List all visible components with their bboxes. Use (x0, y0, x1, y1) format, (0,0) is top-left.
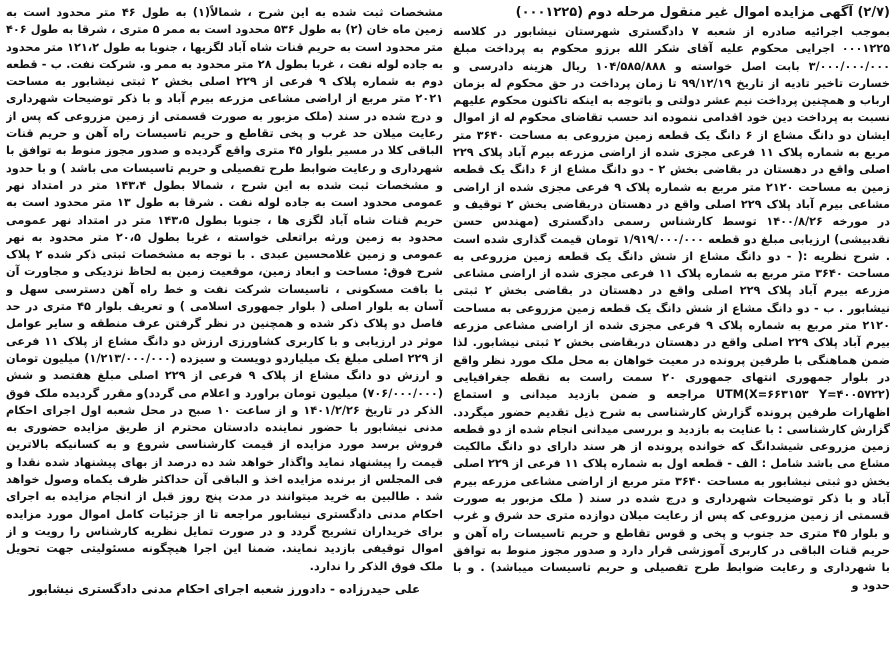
left-column (6, 4, 443, 646)
right-column-text: بموجب اجرائیه صادره از شعبه ۷ دادگستری شهرستان نیشابور در کلاسه ۰۰۰۱۲۲۵ اجرایی محکوم علیه آقای شکر الله برزو محکوم به پرداخت مبلغ ۳/۰۰۰/۰۰۰/۰۰۰ بابت اصل خواسته و ۱۰۴/۵۸۵/۸۸۸ ریال هزینه دادرسی و خسارت تاخیر تادیه از تاریخ ۹۹/۱۲/۱۹ تا زمان پرداخت در حق محکوم له بزمان ارباب و همچنین پرداخت نیم عشر دولتی و باتوجه به اینکه تاکنون محکوم علیهم نسبت به پرداخت دین خود اقدامی ننموده اند حسب تقاضای محکوم له از اموال ایشان دو دانگ مشاع از ۶ دانگ یک قطعه زمین مزروعی به مساحت ۳۶۴۰ متر مربع به شماره پلاک ۱۱ فرعی مجزی شده از اراضی مزرعه بیرم آباد پلاک ۲۲۹ اصلی واقع در دهستان در بقاضی بخش ۲ - دو دانگ مشاع از ۶ دانگ یک قطعه زمین به مساحت ۲۱۲۰ متر مربع به شماره پلاک ۹ فرعی مجزی شده از اراضی مشاعی بیرم آباد پلاک ۲۲۹ اصلی واقع در دهستان دربقاضی بخش ۲ توقیف و در مورخه ۱۴۰۰/۸/۲۶ توسط کارشناس رسمی دادگستری (مهندس حسن نقدبیشی) ارزیابی مبلغ دو قطعه ۱/۹۱۹/۰۰۰/۰۰۰ تومان قیمت گذاری شده است . شرح نظریه :( - دو دانگ مشاع از شش دانگ یک قطعه زمین مزروعی به مساحت ۳۶۴۰ متر مربع به شماره پلاک ۱۱ فرعی مجزی شده از اراضی مشاعی مزرعه بیرم آباد پلاک ۲۲۹ اصلی واقع در دهستان در بقاضی بخش ۲ ثبتی نیشابور . ب - دو دانگ مشاع از شش دانگ یک قطعه زمین مزروعی به مساحت ۲۱۲۰ متر مربع به شماره پلاک ۹ فرعی مجزی شده از اراضی مشاعی مزرعه بیرم آباد پلاک ۲۲۹ اصلی واقع در دهستان دربقاضی بخش ۲ ثبتی نیشابور. لذا ضمن هماهنگی با طرفین پرونده در معیت خواهان به محل ملک مورد نظر واقع در بلوار جمهوری انتهای جمهوری ۲۰ سمت راست به نقطه جغرافیایی UTM(X=۶۶۳۱۵۳ Y=۴۰۰۵۷۲۲) مراجعه و ضمن بازدید میدانی و استماع اظهارات طرفین پرونده گزارش کارشناسی به شرح ذیل تقدیم حضور میگردد. گزارش کارشناسی : با عنایت به بازدید و بررسی میدانی انجام شده از دو قطعه زمین مزروعی شیشدانگ که خوانده پرونده از هر سند دارای دو دانگ مالکیت مشاع می باشد شامل : الف - قطعه اول به شماره پلاک ۱۱ فرعی از ۲۲۹ اصلی بخش دو ثبتی نیشابور به مساحت ۳۶۴۰ متر مربع از اراضی مشاعی مزرعه بیرم آباد و با ذکر توضیحات شهرداری و درج شده در سند ( ملک مزبور به صورت قسمتی از زمین مزروعی که پس از رعایت میلان دوازده متری حد شرق و غرب و بلوار ۴۵ متری حد جنوب و پخی و قوس تقاطع و حریم تاسیسات راه آهن و حریم قنات الباقی در کاربری آموزشی قرار دارد و صدور مجوز منوط به توافق با شهرداری و رعایت ضوابط طرح تفصیلی و حریم تاسیسات میباشد) . و با حدود و (453, 25, 890, 592)
signature-line: علی حیدرزاده - دادورز شعبه اجرای احکام مدنی دادگستری نیشابور (28, 581, 421, 596)
right-column (453, 4, 890, 646)
left-column-text: مشخصات ثبت شده به این شرح ، شمالاً(۱) به طول ۴۶ متر محدود است به زمین ماه خان (۲) به طول ۵۳۶ محدود است به ممر ۵ متری ، شرقا به طول ۴۰۶ متر محدود است به حریم قنات شاه آباد لگزیها ، جنوبا به طول ۱۲۱،۲ متر محدود به جاده لوله نفت ، غربا بطول ۲۸ متر محدود به ممر و. شرکت نفت. ب - قطعه دوم به شماره پلاک ۹ فرعی از ۲۲۹ اصلی بخش ۲ ثبتی نیشابور به مساحت ۲۰۲۱ متر مربع از اراضی مشاعی مزرعه بیرم آباد و با ذکر توضیحات شهرداری و درج شده در سند (ملک مزبور به صورت قسمتی از زمین مزروعی که پس از رعایت میلان حد غرب و پخی تقاطع و حریم تاسیسات راه آهن و حریم قنات الباقی کلا در مسیر بلوار ۴۵ متری واقع گردیده و صدور مجوز منوط به توافق با شهرداری و رعایت ضوابط طرح تفصیلی و حریم تاسیسات می باشد ) و با حدود و مشخصات ثبت شده به این شرح ، شمالا بطول ۱۴۳،۴ متر در امتداد نهر عمومی محدود است به جاده لوله نفت . شرقا به طول ۱۳ متر محدود است به حریم قنات شاه آباد لگزی ها ، جنوبا بطول ۱۴۳،۵ متر در امتداد نهر عمومی محدود به زمین ورثه براتعلی خواسته ، غربا بطول ۲۰،۵ متر محدود به نهر عمومی و زمین غلامحسین عبدی . با توجه به مشخصات ثبتی ذکر شده ۲ پلاک شرح فوق: مساحت و ابعاد زمین، موقعیت زمین به لحاظ نزدیکی و مجاورت آن با بافت مسکونی ، تاسیسات شرکت نفت و خط راه آهن دسترسی سهل و آسان به بلوار اصلی ( بلوار جمهوری اسلامی ) و تعریف بلوار ۴۵ متری در حد فاصل دو پلاک ذکر شده و همچنین در نظر گرفتن عرف منطقه و سایر عوامل موثر در ارزیابی و با کاربری کشاورزی ارزش دو دانگ مشاع از پلاک ۱۱ فرعی از ۲۲۹ اصلی مبلغ یک میلیاردو دویست و سیزده (۱/۲۱۳/۰۰۰/۰۰۰) میلیون تومان و ارزش دو دانگ مشاع از پلاک ۹ فرعی از ۲۲۹ اصلی مبلغ هفتصد و شش (۷۰۶/۰۰۰/۰۰۰) میلیون تومان براورد و اعلام می گردد)و مقرر گردیده ملک فوق الذکر در تاریخ ۱۴۰۱/۲/۲۶ و از ساعت ۱۰ صبح در محل شعبه اول اجرای احکام مدنی نیشابور با حضور نماینده دادستان محترم از طریق مزایده حضوری به فروش برسد مورد مزایده از قیمت کارشناسی شروع و به کسانیکه بالاترین قیمت را پیشنهاد نماید واگذار خواهد شد ده درصد از بهای پیشنهاد شده نقدا و فی المجلس از برنده مزایده اخذ و الباقی آن حداکثر ظرف یکماه وصول خواهد شد . طالبین به خرید میتوانند در مدت پنج روز قبل از انجام مزایده به اجرای احکام مدنی دادگستری نیشابور مراجعه تا از جزئیات کامل اموال مورد مزایده برای خریداران تشریح گردد و در صورت تمایل نظریه کارشناس را رویت و از اموال توقیفی بازدید نمایند. ضمنا این اجرا هیچگونه مسئولیتی جهت تحویل ملک فوق الذکر را ندارد. (6, 6, 443, 573)
notice-title: (۲/۷) آگهی مزایده اموال غیر منقول مرحله دوم (۰۰۰۱۲۲۵) (515, 5, 890, 20)
